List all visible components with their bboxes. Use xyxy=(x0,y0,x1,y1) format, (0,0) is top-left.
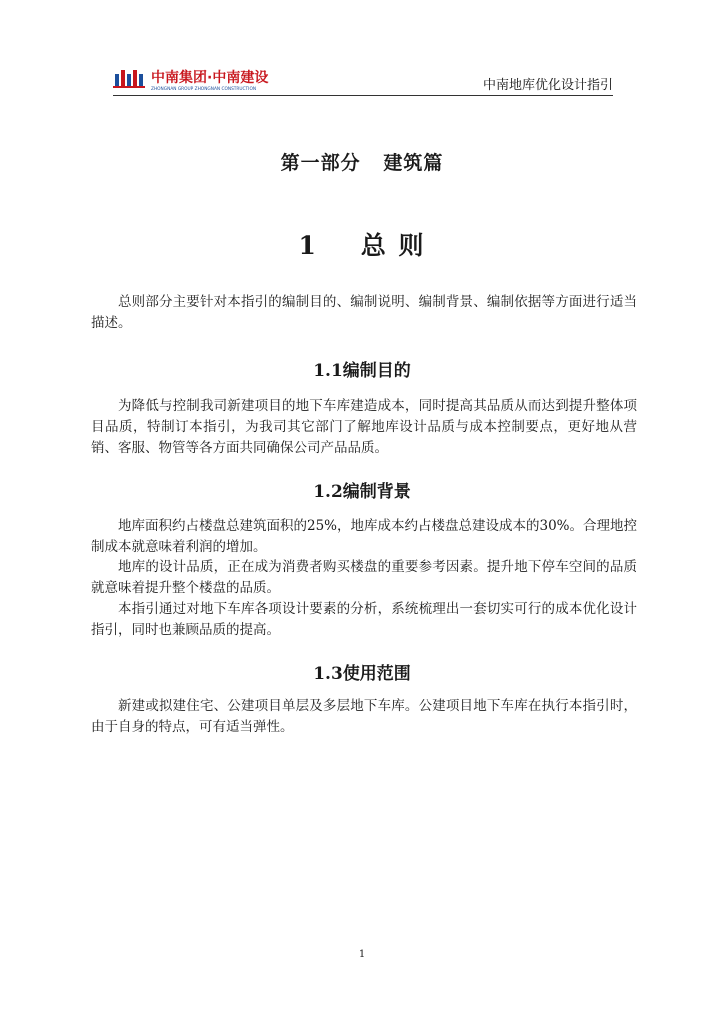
logo-wordmark: 中南集团·中南建设 xyxy=(151,70,269,86)
logo-subtext: ZHONGNAN GROUP ZHONGNAN CONSTRUCTION xyxy=(151,87,257,92)
chapter-title: 1 总 则 xyxy=(298,231,426,260)
section-1-2-paragraph-2: 地库的设计品质，正在成为消费者购买楼盘的重要参考因素。提升地下停车空间的品质就意味着提升整个楼盘的品质。 xyxy=(91,559,637,596)
company-logo xyxy=(113,66,293,92)
section-1-2-paragraph-1: 地库面积约占楼盘总建筑面积的25%，地库成本约占楼盘总建设成本的30%。合理地控制成本就意味着利润的增加。 xyxy=(91,518,638,555)
section-1-2-paragraph-3: 本指引通过对地下车库各项设计要素的分析，系统梳理出一套切实可行的成本优化设计指引，同时也兼顾品质的提高。 xyxy=(91,601,637,638)
part-title: 第一部分 建筑篇 xyxy=(280,152,444,174)
section-1-3-paragraph: 新建或拟建住宅、公建项目单层及多层地下车库。公建项目地下车库在执行本指引时，由于自身的特点，可有适当弹性。 xyxy=(91,698,637,735)
header-divider xyxy=(113,95,613,96)
section-heading-1-1: 1.1编制目的 xyxy=(313,361,411,381)
page-header xyxy=(113,64,613,94)
section-1-1-paragraph: 为降低与控制我司新建项目的地下车库建造成本，同时提高其品质从而达到提升整体项目品质，特制订本指引，为我司其它部门了解地库设计品质与成本控制要点，更好地从营销、客服、物管等各方面共同确保公司产品品质。 xyxy=(91,398,637,456)
logo-mark-icon xyxy=(113,70,145,88)
section-heading-1-3: 1.3使用范围 xyxy=(313,664,411,684)
section-heading-1-2: 1.2编制背景 xyxy=(313,482,411,502)
intro-paragraph: 总则部分主要针对本指引的编制目的、编制说明、编制背景、编制依据等方面进行适当描述。 xyxy=(91,294,637,331)
page-number: 1 xyxy=(358,949,366,960)
document-title: 中南地库优化设计指引 xyxy=(482,78,613,93)
